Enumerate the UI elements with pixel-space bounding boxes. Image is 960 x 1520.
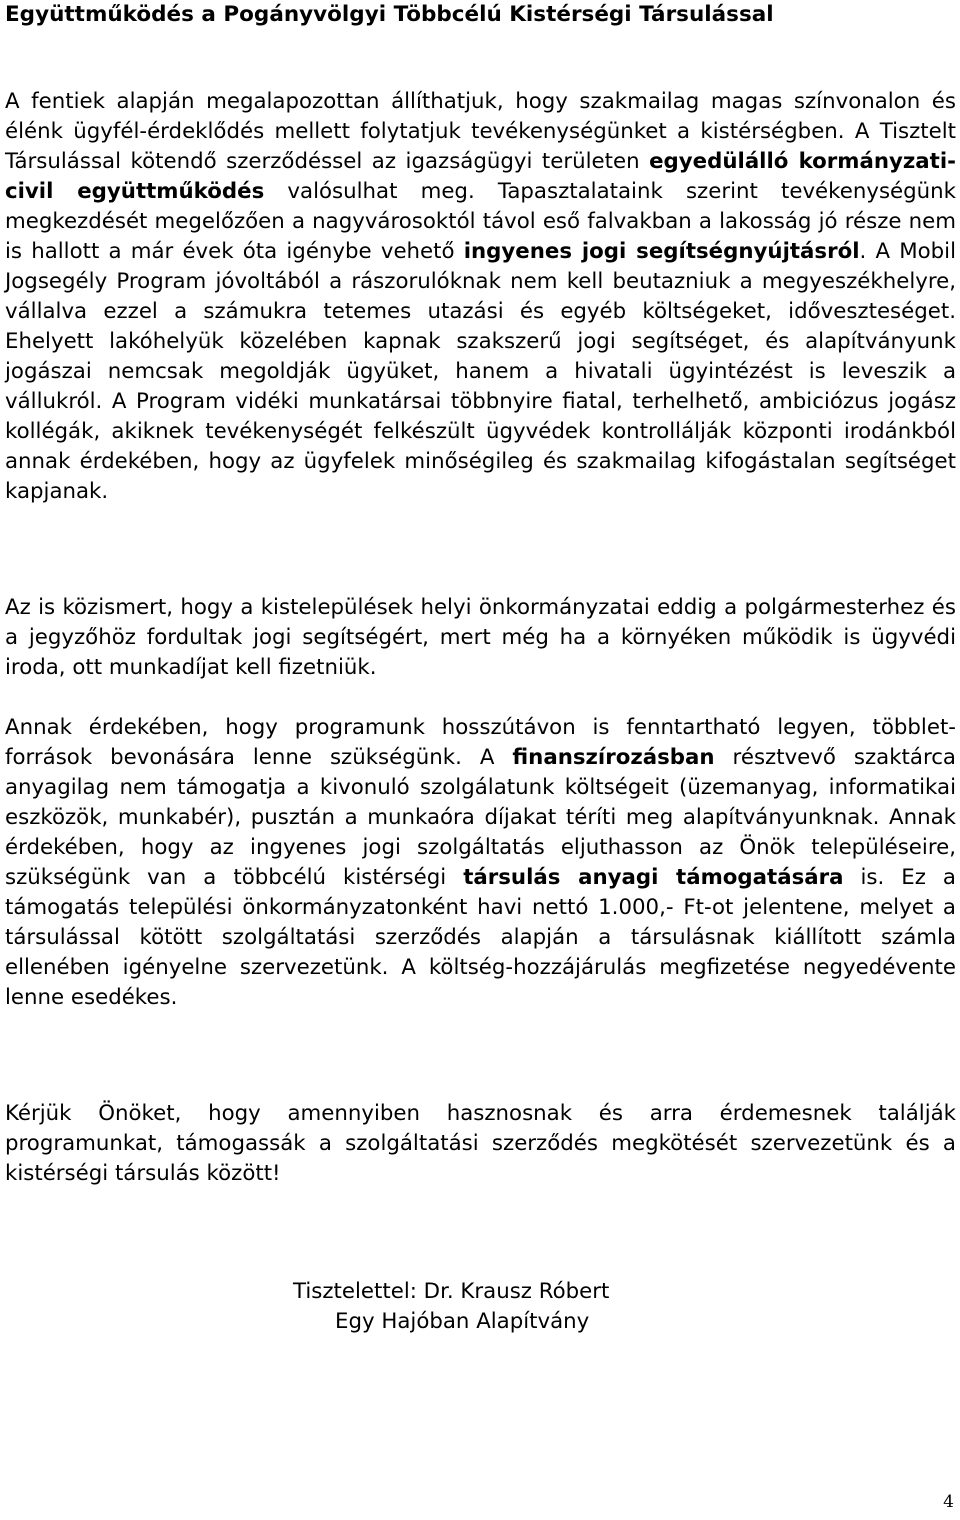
paragraph-request: Kérjük Önöket, hogy amennyiben hasznosnak és arra érdemesnek találják programunkat, támogassák a szolgáltatási szerződés megkötését szervezetünk és a kistérségi társulás között! — [5, 1101, 956, 1186]
signature-name: Tisztelettel: Dr. Krausz Róbert — [293, 1279, 610, 1304]
paragraph-text: is. Ez a támogatás települési önkormányzatonként havi nettó 1.000,- Ft-ot jelentene, melyet a társulással kötött szolgáltatási szerződés alapján a társulásnak kiállított számla ellenében igényelne szervezetünk. A költség-hozzájárulás megfizetése negyedévente lenne esedékes. — [5, 865, 956, 1010]
paragraph-text: . A Mobil Jogsegély Program jóvoltából a rászorulóknak nem kell beutazniuk a megyeszékhelyre, vállalva ezzel a számukra tetemes utazási és egyéb költségeket, időveszteséget. Ehelyett lakóhelyük közelében kapnak szakszerű jogi segítséget, és alapítványunk jogászai nemcsak megoldják ügyüket, hanem a hivatali ügyintézést is leveszik a vállukról. A Program vidéki munkatársai többnyire fiatal, terhelhető, ambiciózus jogász kollégák, akiknek tevékenységét felkészült ügyvédek kontrollálják központi irodánkból annak érdekében, hogy az ügyfelek minőségileg és szakmailag kifogástalan segítséget kapjanak. — [5, 239, 957, 504]
paragraph-funding — [5, 713, 956, 1013]
bold-phrase: finanszírozásban — [512, 745, 715, 770]
signature-organization: Egy Hajóban Alapítvány — [335, 1309, 590, 1334]
document-title: Együttműködés a Pogányvölgyi Többcélú Kistérségi Társulással — [5, 2, 774, 27]
paragraph-text: résztvevő szaktárca anyagilag nem támogatja a kivonuló szolgálatunk költségeit (üzemanyag, informatikai eszközök, munkabér), pusztán a munkaóra díjakat téríti meg alapítványunknak. Annak érdekében, hogy az ingyenes jogi szolgáltatás eljuthasson az Önök településeire, szükségünk van a többcélú kistérségi — [5, 745, 956, 890]
page-number: 4 — [943, 1492, 954, 1512]
paragraph-municipalities: Az is közismert, hogy a kistelepülések helyi önkormányzatai eddig a polgármesterhez és a jegyzőhöz fordultak jogi segítségért, mert még ha a környéken működik is ügyvédi iroda, ott munkadíjat kell fizetniük. — [5, 595, 956, 680]
bold-phrase: társulás anyagi támogatására — [463, 865, 844, 890]
paragraph-text: A fentiek alapján megalapozottan állíthatjuk, hogy szakmailag magas színvonalon és élénk ügyfél-érdeklődés mellett folytatjuk tevékenységünket a kistérségben. A Tisztelt Társulással kötendő szerződéssel az igazságügyi területen — [5, 89, 956, 174]
bold-phrase: ingyenes jogi segítségnyújtásról — [463, 239, 860, 264]
paragraph-results — [5, 87, 956, 507]
bold-phrase: egyedülálló kormányzati-civil együttműködés — [5, 149, 956, 204]
paragraph-text: Annak érdekében, hogy programunk hosszútávon is fenntartható legyen, többlet-források bevonására lenne szükségünk. A — [5, 715, 956, 770]
paragraph-text: valósulhat meg. Tapasztalataink szerint tevékenységünk megkezdését megelőzően a nagyvárosoktól távol eső falvakban a lakosság jó része nem is hallott a már évek óta igénybe vehető — [5, 179, 956, 264]
